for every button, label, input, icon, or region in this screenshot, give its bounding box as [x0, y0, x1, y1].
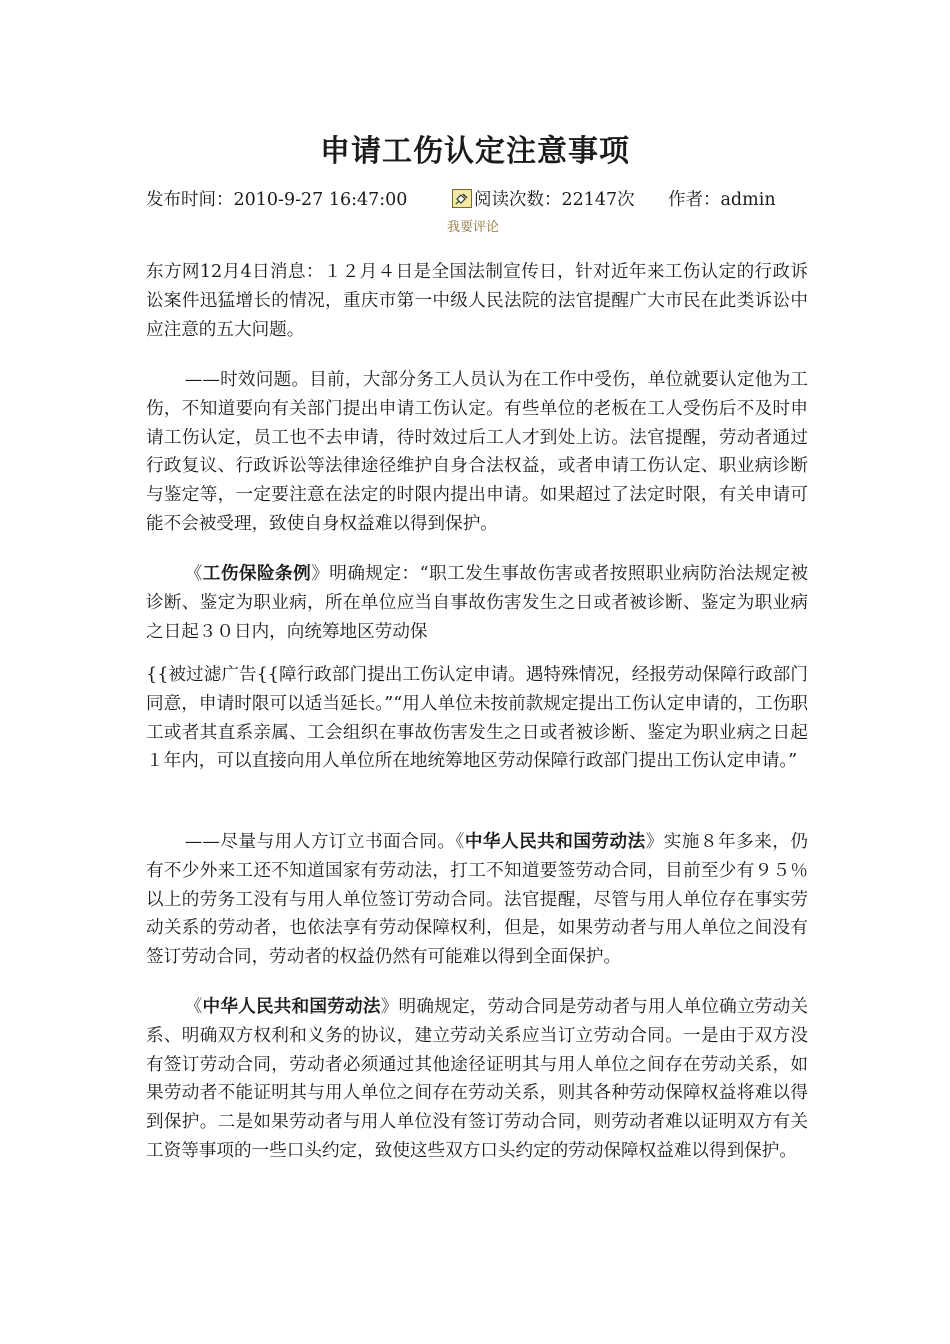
paragraph-regulation-cont: {{被过滤广告{{障行政部门提出工伤认定申请。遇特殊情况，经报劳动保障行政部门同意，申请时限可以适当延长。”“用人单位未按前款规定提出工伤认定申请的，工伤职工或者其直系亲属、工会组织在事故伤害发生之日或者被诊断、鉴定为职业病之日起１年内，可以直接向用人单位所在地统筹地区劳动保障行政部门提出工伤认定申请。” [146, 665, 808, 772]
law-title-regulation: 工伤保险条例 [202, 564, 312, 584]
comment-link[interactable]: 我要评论 [447, 220, 500, 235]
text-fragment: 《 [184, 997, 203, 1017]
paragraph-regulation [146, 560, 808, 646]
article-title: 申请工伤认定注意事项 [320, 134, 630, 169]
paragraph-time-limit: ——时效问题。目前，大部分务工人员认为在工作中受伤，单位就要认定他为工伤，不知道要向有关部门提出申请工伤认定。有些单位的老板在工人受伤后不及时申请工伤认定，员工也不去申请，待时效过后工人才到处上访。法官提醒，劳动者通过行政复议、行政诉讼等法律途径维护自身合法权益，或者申请工伤认定、职业病诊断与鉴定等，一定要注意在法定的时限内提出申请。如果超过了法定时限，有关申请可能不会被受理，致使自身权益难以得到保护。 [146, 370, 808, 534]
law-title-labor-law: 中华人民共和国劳动法 [464, 832, 646, 852]
text-fragment: 》明确规定，劳动合同是劳动者与用人单位确立劳动关系、明确双方权利和义务的协议，建立劳动关系应当订立劳动合同。一是由于双方没有签订劳动合同，劳动者必须通过其他途径证明其与用人单位之间存在劳动关系，如果劳动者不能证明其与用人单位之间存在劳动关系，则其各种劳动保障权益将难以得到保护。二是如果劳动者与用人单位没有签订劳动合同，则劳动者难以证明双方有关工资等事项的一些口头约定，致使这些双方口头约定的劳动保障权益难以得到保护。 [146, 997, 808, 1161]
text-fragment: 》明确规定：“职工发生事故伤害或者按照职业病防治法规定被诊断、鉴定为职业病，所在单位应当自事故伤害发生之日或者被诊断、鉴定为职业病之日起３０日内，向统筹地区劳动保 [146, 564, 808, 642]
article-meta [146, 188, 826, 214]
read-count: 阅读次数：22147次 [474, 190, 635, 210]
paragraph-intro: 东方网12月4日消息：１２月４日是全国法制宣传日，针对近年来工伤认定的行政诉讼案件迅猛增长的情况，重庆市第一中级人民法院的法官提醒广大市民在此类诉讼中应注意的五大问题。 [146, 262, 808, 340]
text-fragment: 》实施８年多来，仍有不少外来工还不知道国家有劳动法，打工不知道要签劳动合同，目前至少有９５％以上的劳务工没有与用人单位签订劳动合同。法官提醒，尽管与用人单位存在事实劳动关系的劳动者，也依法享有劳动保障权利，但是，如果劳动者与用人单位之间没有签订劳动合同，劳动者的权益仍然有可能难以得到全面保护。 [146, 832, 808, 968]
paragraph-contract [146, 828, 808, 972]
author: 作者：admin [668, 190, 776, 210]
document-icon [452, 189, 472, 208]
publish-time: 发布时间：2010-9-27 16:47:00 [146, 190, 408, 210]
law-title-labor-law: 中华人民共和国劳动法 [202, 997, 381, 1017]
text-fragment: ——尽量与用人方订立书面合同。《 [184, 832, 465, 852]
read-count-block [452, 188, 635, 212]
text-fragment: 《 [184, 564, 203, 584]
paragraph-labor-law [146, 993, 808, 1166]
